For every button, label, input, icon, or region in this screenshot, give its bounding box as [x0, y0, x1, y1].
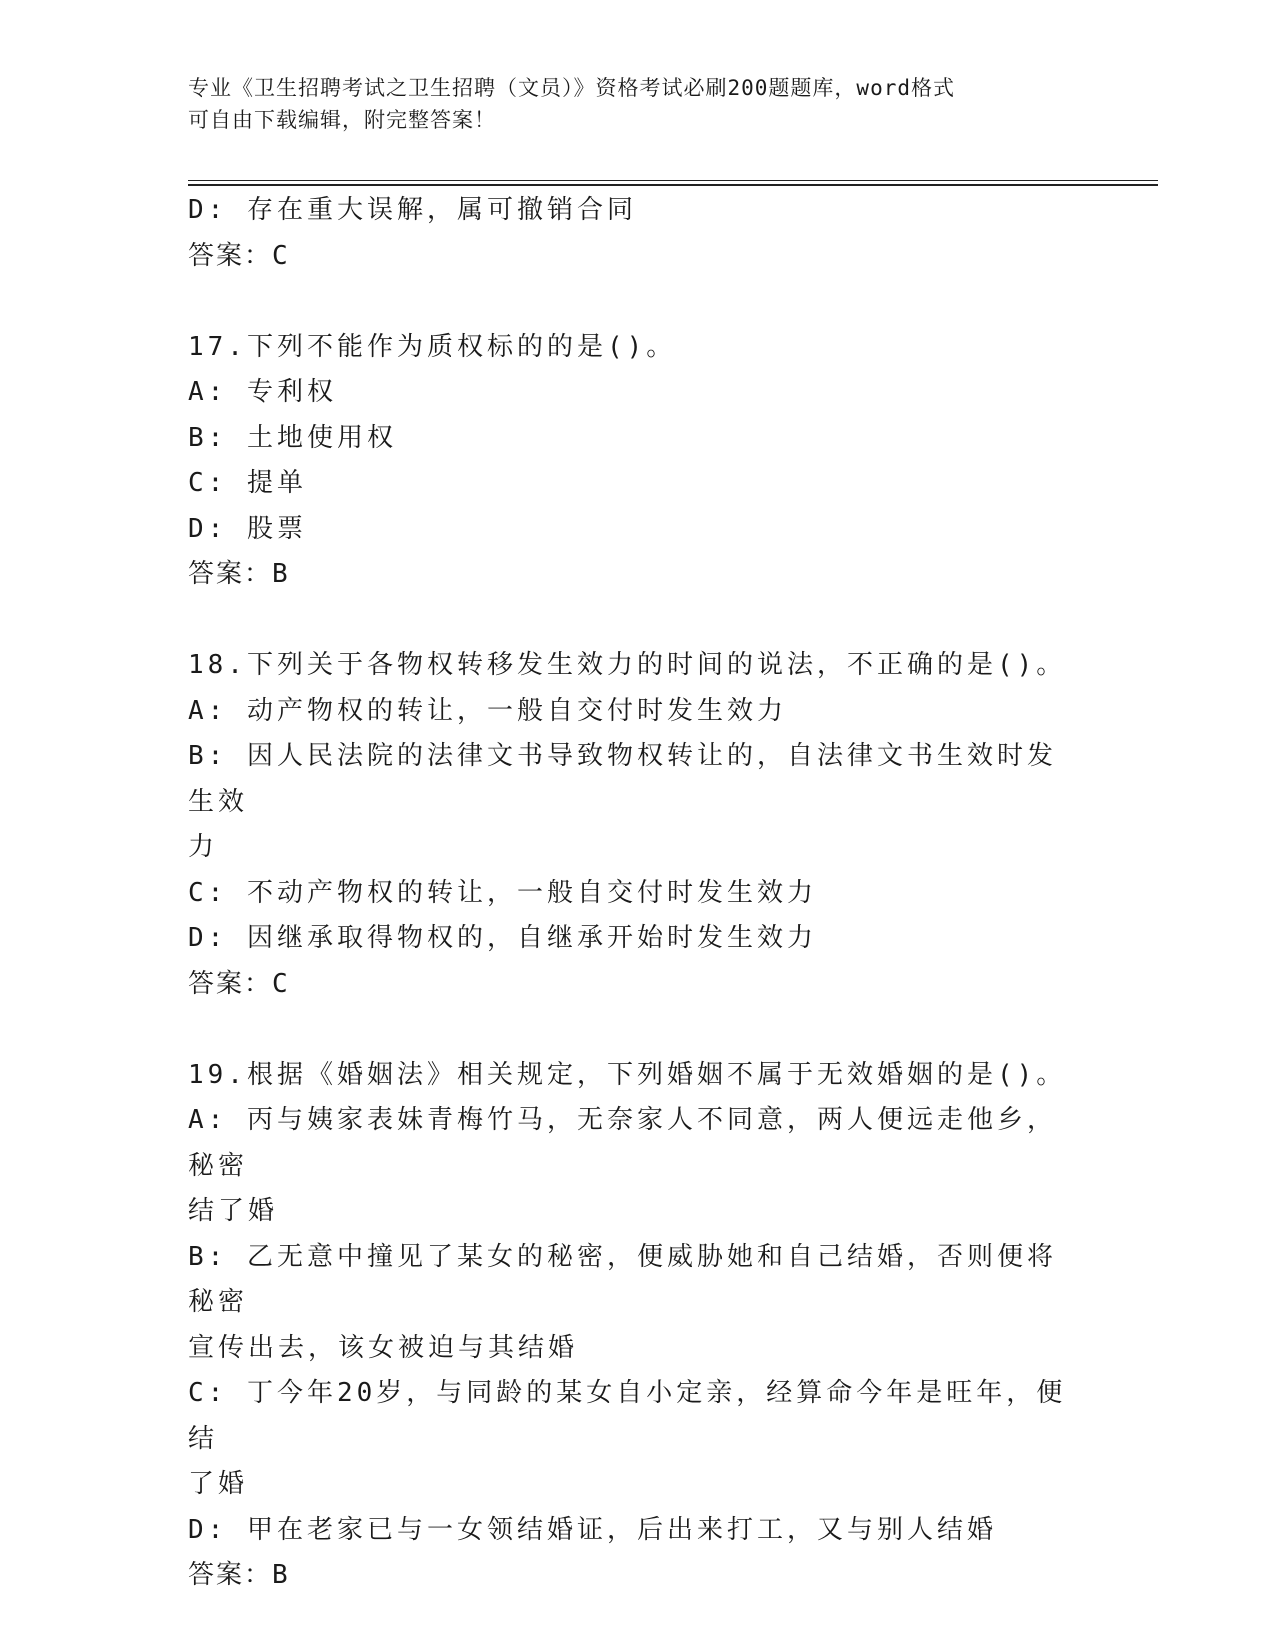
answer-line: 答案：C — [188, 240, 290, 271]
option-d: D: 股票 — [188, 513, 307, 544]
option-c: C: 丁今年20岁，与同龄的某女自小定亲，经算命今年是旺年，便结 — [188, 1378, 1067, 1454]
prev-question-tail — [188, 188, 1083, 279]
option-b: B: 因人民法院的法律文书导致物权转让的，自法律文书生效时发生效 — [188, 741, 1057, 817]
option-b-continued: 宣传出去，该女被迫与其结婚 — [188, 1332, 579, 1363]
spacer — [188, 279, 1083, 325]
option-c: C: 不动产物权的转让，一般自交付时发生效力 — [188, 877, 817, 908]
spacer — [188, 598, 1083, 644]
header-rule-thick — [188, 184, 1158, 186]
question-stem: 18.下列关于各物权转移发生效力的时间的说法，不正确的是()。 — [188, 650, 1067, 680]
option-b: B: 乙无意中撞见了某女的秘密，便威胁她和自己结婚，否则便将秘密 — [188, 1241, 1057, 1317]
answer-line: 答案：B — [188, 1560, 290, 1590]
header-rule-thin — [188, 180, 1158, 181]
option-d: D: 因继承取得物权的，自继承开始时发生效力 — [188, 923, 817, 953]
page-header — [188, 72, 1068, 136]
spacer — [188, 1007, 1083, 1053]
question-17 — [188, 325, 1083, 598]
option-a-continued: 结了婚 — [188, 1196, 279, 1226]
option-c: C: 提单 — [188, 468, 307, 498]
header-line-1: 专业《卫生招聘考试之卫生招聘（文员）》资格考试必刷200题题库，word格式 — [188, 76, 955, 100]
option-d: D: 甲在老家已与一女领结婚证，后出来打工，又与别人结婚 — [188, 1514, 997, 1545]
option-a: A: 动产物权的转让，一般自交付时发生效力 — [188, 695, 787, 726]
option-a: A: 丙与姨家表妹青梅竹马，无奈家人不同意，两人便远走他乡，秘密 — [188, 1105, 1057, 1181]
question-list — [188, 188, 1083, 1599]
option-b-continued: 力 — [188, 832, 219, 862]
question-stem: 19.根据《婚姻法》相关规定，下列婚姻不属于无效婚姻的是()。 — [188, 1059, 1067, 1090]
option-d: D: 存在重大误解，属可撤销合同 — [188, 195, 637, 225]
option-b: B: 土地使用权 — [188, 422, 397, 453]
option-a: A: 专利权 — [188, 377, 337, 407]
answer-line: 答案：B — [188, 559, 290, 589]
question-18 — [188, 643, 1083, 1007]
answer-line: 答案：C — [188, 968, 290, 999]
question-19 — [188, 1053, 1083, 1599]
option-c-continued: 了婚 — [188, 1469, 249, 1499]
question-stem: 17.下列不能作为质权标的的是()。 — [188, 331, 677, 362]
header-line-2: 可自由下载编辑，附完整答案！ — [188, 108, 496, 132]
